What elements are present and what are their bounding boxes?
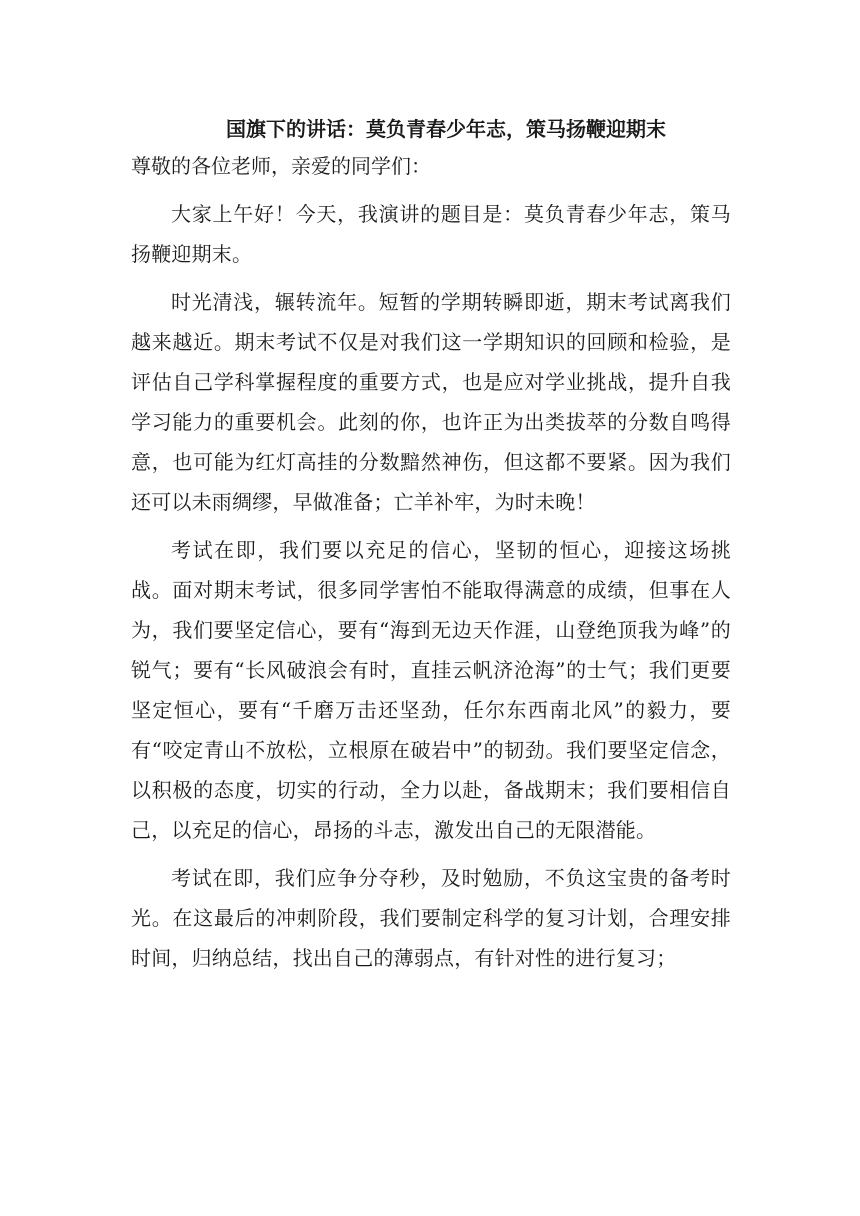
salutation: 尊敬的各位老师，亲爱的同学们：	[131, 154, 431, 178]
paragraph-opening: 大家上午好！今天，我演讲的题目是：莫负青春少年志，策马扬鞭迎期末。	[131, 202, 731, 266]
paragraph-confidence: 考试在即，我们要以充足的信心，坚韧的恒心，迎接这场挑战。面对期末考试，很多同学害怕不能取得满意的成绩，但事在人为，我们要坚定信心，要有“海到无边天作涯，山登绝顶我为峰”的锐气；要有“长风破浪会有时，直挂云帆济沧海”的士气；我们更要坚定恒心，要有“千磨万击还坚劲，任尔东西南北风”的毅力，要有“咬定青山不放松，立根原在破岩中”的韧劲。我们要坚定信念，以积极的态度，切实的行动，全力以赴，备战期末；我们要相信自己，以充足的信心，昂扬的斗志，激发出自己的无限潜能。	[131, 538, 731, 842]
document-title: 国旗下的讲话：莫负青春少年志，策马扬鞭迎期末	[226, 117, 666, 141]
paragraph-time-passing: 时光清浅，辗转流年。短暂的学期转瞬即逝，期末考试离我们越来越近。期末考试不仅是对我们这一学期知识的回顾和检验，是评估自己学科掌握程度的重要方式，也是应对学业挑战，提升自我学习能力的重要机会。此刻的你，也许正为出类拔萃的分数自鸣得意，也可能为红灯高挂的分数黯然神伤，但这都不要紧。因为我们还可以未雨绸缪，早做准备；亡羊补牢，为时未晚！	[131, 290, 731, 514]
paragraph-review-plan: 考试在即，我们应争分夺秒，及时勉励，不负这宝贵的备考时光。在这最后的冲刺阶段，我们要制定科学的复习计划，合理安排时间，归纳总结，找出自己的薄弱点，有针对性的进行复习；	[131, 866, 731, 970]
document-page	[131, 112, 731, 978]
